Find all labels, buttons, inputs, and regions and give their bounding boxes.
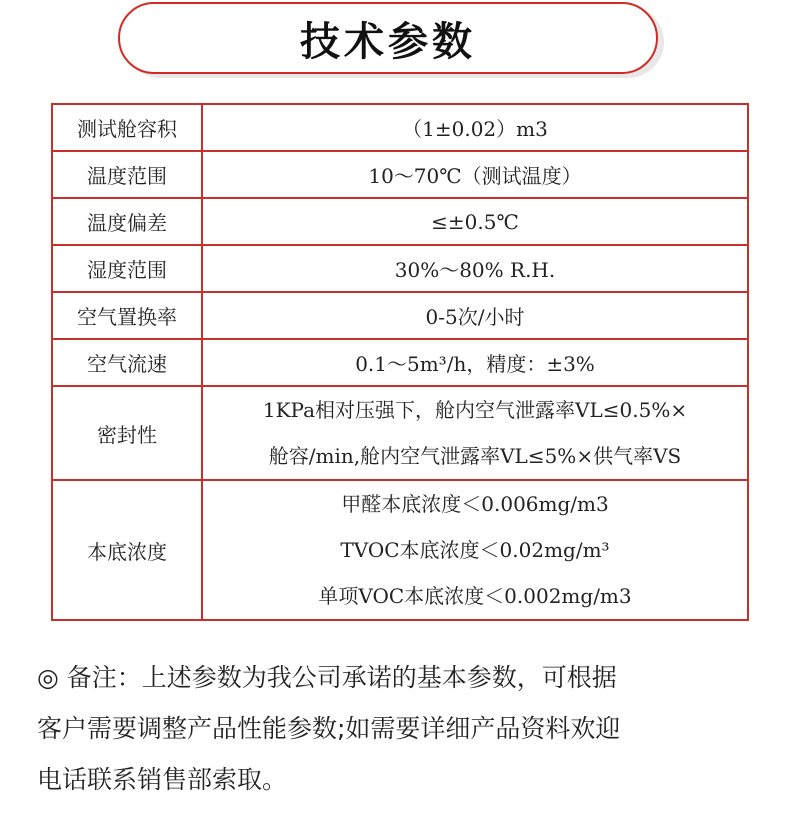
- param-label: 密封性: [52, 386, 202, 480]
- param-label: 本底浓度: [52, 480, 202, 620]
- table-row: [52, 245, 748, 292]
- table-row: [52, 292, 748, 339]
- param-value: [202, 386, 748, 480]
- table-row: [52, 104, 748, 151]
- param-value-line: TVOC本底浓度＜0.02mg/m³: [340, 538, 610, 562]
- table-row: [52, 386, 748, 480]
- page-title: 技术参数: [300, 18, 476, 65]
- param-value: 30%～80% R.H.: [202, 245, 748, 292]
- remarks: [37, 652, 767, 805]
- remarks-line: 客户需要调整产品性能参数;如需要详细产品资料欢迎: [37, 714, 621, 743]
- param-label: 湿度范围: [52, 245, 202, 292]
- param-label: 空气置换率: [52, 292, 202, 339]
- table-row: [52, 151, 748, 198]
- param-label: 测试舱容积: [52, 104, 202, 151]
- param-value: 10～70℃（测试温度）: [202, 151, 748, 198]
- param-value: （1±0.02）m3: [202, 104, 748, 151]
- param-label: 空气流速: [52, 339, 202, 386]
- param-value-line: 单项VOC本底浓度＜0.002mg/m3: [318, 584, 632, 608]
- param-value-line: 舱容/min,舱内空气泄露率VL≤5%×供气率VS: [268, 444, 682, 468]
- remarks-line: ◎ 备注：上述参数为我公司承诺的基本参数，可根据: [37, 663, 617, 692]
- table-row: [52, 198, 748, 245]
- param-value-line: 甲醛本底浓度＜0.006mg/m3: [341, 492, 609, 516]
- param-value: 0.1～5m³/h，精度：±3%: [202, 339, 748, 386]
- remarks-line: 电话联系销售部索取。: [37, 765, 288, 794]
- param-value: ≤±0.5℃: [202, 198, 748, 245]
- table-row: [52, 339, 748, 386]
- param-value: [202, 480, 748, 620]
- parameters-table: [51, 103, 749, 621]
- param-label: 温度范围: [52, 151, 202, 198]
- param-value: 0-5次/小时: [202, 292, 748, 339]
- table-row: [52, 480, 748, 620]
- title-banner: [118, 2, 664, 78]
- param-label: 温度偏差: [52, 198, 202, 245]
- param-value-line: 1KPa相对压强下，舱内空气泄露率VL≤0.5%×: [262, 398, 688, 422]
